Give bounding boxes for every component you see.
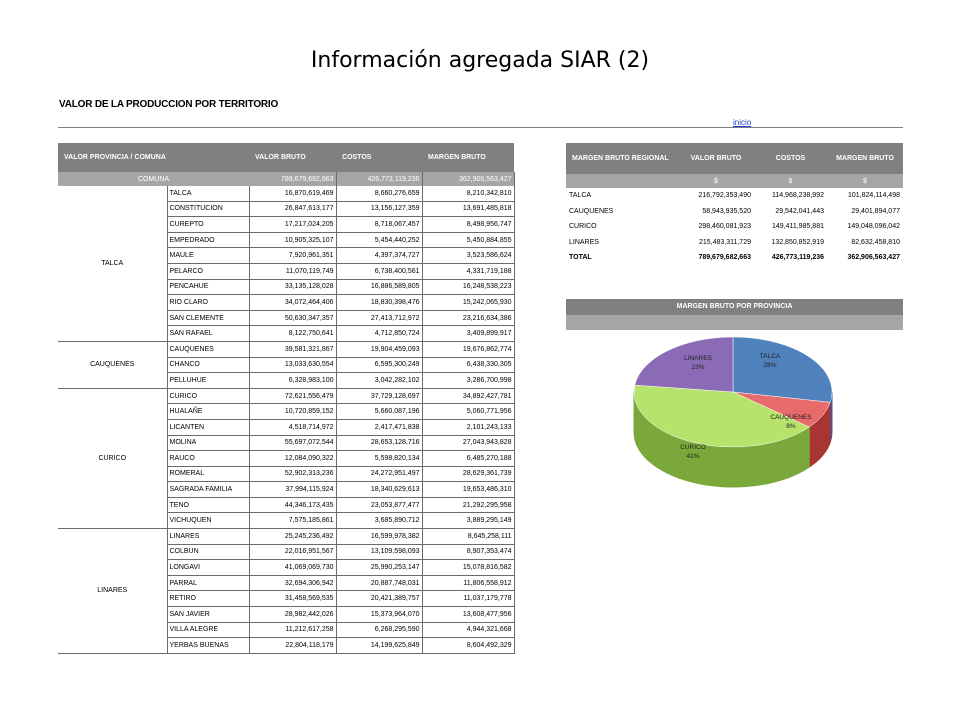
province-label: CURICO xyxy=(58,388,167,528)
comuna-cell: ROMERAL xyxy=(167,466,249,482)
costos-cell: 4,397,374,727 xyxy=(336,248,422,264)
comuna-cell: CUREPTO xyxy=(167,217,249,233)
margen-cell: 4,331,719,188 xyxy=(422,263,514,279)
pie-subheader-bar xyxy=(566,315,903,330)
comuna-cell: EMPEDRADO xyxy=(167,232,249,248)
header-valor-bruto: VALOR BRUTO xyxy=(249,143,336,172)
valor-bruto-cell: 11,212,617,258 xyxy=(249,622,336,638)
margen-cell: 34,892,427,781 xyxy=(422,388,514,404)
costos-cell: 5,660,087,196 xyxy=(336,404,422,420)
valor-bruto-cell: 11,070,119,749 xyxy=(249,263,336,279)
comuna-cell: CHANCO xyxy=(167,357,249,373)
reg-header-margen: MARGEN BRUTO xyxy=(827,143,903,174)
comuna-cell: RETIRO xyxy=(167,591,249,607)
comuna-cell: VICHUQUEN xyxy=(167,513,249,529)
costos-cell: 27,413,712,972 xyxy=(336,310,422,326)
table-row xyxy=(58,529,514,545)
summary-row xyxy=(58,172,514,186)
margen-cell: 15,078,816,582 xyxy=(422,560,514,576)
margen-cell: 19,676,862,774 xyxy=(422,341,514,357)
costos-cell: 6,595,300,249 xyxy=(336,357,422,373)
comuna-cell: LINARES xyxy=(167,529,249,545)
comuna-cell: SAN JAVIER xyxy=(167,607,249,623)
margen-cell: 13,691,485,818 xyxy=(422,201,514,217)
pie-tops xyxy=(634,337,832,447)
table-row xyxy=(566,219,903,235)
margen-cell: 29,401,894,077 xyxy=(851,207,900,215)
comuna-cell: RAUCO xyxy=(167,451,249,467)
valor-bruto-cell: 44,346,173,435 xyxy=(249,497,336,513)
valor-bruto-cell: 7,575,185,861 xyxy=(249,513,336,529)
costos-cell: 5,598,820,134 xyxy=(336,451,422,467)
margen-cell: 8,645,258,111 xyxy=(422,529,514,545)
valor-bruto-cell: 10,905,325,107 xyxy=(249,232,336,248)
costos-cell: 23,053,877,477 xyxy=(336,497,422,513)
valor-bruto-cell: 55,697,072,544 xyxy=(249,435,336,451)
margen-cell: 8,210,342,810 xyxy=(422,186,514,201)
unit-cell: $ xyxy=(678,174,754,188)
comuna-cell: CONSTITUCION xyxy=(167,201,249,217)
valor-bruto-cell: 41,069,069,730 xyxy=(249,560,336,576)
margen-cell: 16,248,538,223 xyxy=(422,279,514,295)
comuna-cell: MOLINA xyxy=(167,435,249,451)
margen-cell: 28,629,361,739 xyxy=(422,466,514,482)
margen-cell: 23,216,634,386 xyxy=(422,310,514,326)
comuna-cell: PENCAHUE xyxy=(167,279,249,295)
margen-cell: 3,889,295,149 xyxy=(422,513,514,529)
margen-cell: 8,604,492,329 xyxy=(422,638,514,654)
costos-cell: 8,718,067,457 xyxy=(336,217,422,233)
costos-cell: 20,887,748,031 xyxy=(336,575,422,591)
costos-cell: 24,272,951,497 xyxy=(336,466,422,482)
margen-cell: 8,498,956,747 xyxy=(422,217,514,233)
summary-label: COMUNA xyxy=(58,172,249,186)
summary-valor-bruto: 789,679,682,663 xyxy=(249,172,336,186)
table-row xyxy=(58,186,514,201)
margen-cell: 149,048,096,042 xyxy=(847,223,900,231)
summary-costos: 426,773,119,236 xyxy=(336,172,422,186)
margen-cell: 21,292,295,958 xyxy=(422,497,514,513)
valor-bruto-cell: 6,328,983,100 xyxy=(249,373,336,389)
reg-header-label: MARGEN BRUTO REGIONAL xyxy=(566,143,678,174)
valor-bruto-cell: 4,518,714,972 xyxy=(249,419,336,435)
province-label: TALCA xyxy=(58,186,167,341)
valor-bruto-cell: 7,920,961,351 xyxy=(249,248,336,264)
comuna-cell: PELARCO xyxy=(167,263,249,279)
sheet-title: VALOR DE LA PRODUCCION POR TERRITORIO xyxy=(59,99,279,110)
costos-cell: 18,830,398,476 xyxy=(336,295,422,311)
costos-cell: 426,773,119,236 xyxy=(771,254,824,262)
costos-cell: 6,738,400,561 xyxy=(336,263,422,279)
comuna-cell: COLBUN xyxy=(167,544,249,560)
inicio-link[interactable]: inicio xyxy=(733,118,752,127)
valor-bruto-cell: 22,804,118,179 xyxy=(249,638,336,654)
margen-cell: 5,450,884,855 xyxy=(422,232,514,248)
margen-pie-chart xyxy=(620,330,840,515)
valor-bruto-cell: 26,847,613,177 xyxy=(249,201,336,217)
valor-bruto-cell: 58,943,935,520 xyxy=(702,207,751,215)
valor-bruto-cell: 33,135,128,028 xyxy=(249,279,336,295)
valor-bruto-cell: 789,679,682,663 xyxy=(698,254,751,262)
costos-cell: 149,411,985,881 xyxy=(771,223,824,231)
costos-cell: 37,729,128,697 xyxy=(336,388,422,404)
comuna-cell: VILLA ALEGRE xyxy=(167,622,249,638)
comuna-cell: PARRAL xyxy=(167,575,249,591)
margen-cell: 6,438,330,305 xyxy=(422,357,514,373)
pie-label-pct: 8% xyxy=(786,423,796,430)
pie-label-name: TALCA xyxy=(759,353,781,360)
margen-cell: 5,060,771,956 xyxy=(422,404,514,420)
costos-cell: 20,421,389,757 xyxy=(336,591,422,607)
comuna-cell: YERBAS BUENAS xyxy=(167,638,249,654)
slide-title: Información agregada SIAR (2) xyxy=(310,48,650,73)
costos-cell: 114,968,238,992 xyxy=(771,192,824,200)
valor-bruto-cell: 72,621,556,479 xyxy=(249,388,336,404)
costos-cell: 16,599,978,382 xyxy=(336,529,422,545)
margen-cell: 13,608,477,956 xyxy=(422,607,514,623)
costos-cell: 29,542,041,443 xyxy=(775,207,824,215)
margen-cell: 6,485,270,188 xyxy=(422,451,514,467)
unit-cell: $ xyxy=(754,174,827,188)
province-label: LINARES xyxy=(58,529,167,654)
unit-cell xyxy=(566,174,678,188)
margen-cell: 11,806,558,912 xyxy=(422,575,514,591)
pie-slice-talca xyxy=(733,337,832,402)
valor-bruto-cell: 32,694,306,942 xyxy=(249,575,336,591)
region-label: TALCA xyxy=(569,192,592,200)
province-label: CAUQUENES xyxy=(58,341,167,388)
comuna-cell: SAGRADA FAMILIA xyxy=(167,482,249,498)
header-valor-provincia: VALOR PROVINCIA / COMUNA xyxy=(58,143,249,172)
pie-label-name: CAUQUENES xyxy=(770,414,812,421)
valor-provincia-table xyxy=(58,143,515,654)
comuna-cell: CAUQUENES xyxy=(167,341,249,357)
margen-cell: 3,409,899,917 xyxy=(422,326,514,342)
valor-bruto-cell: 13,033,630,554 xyxy=(249,357,336,373)
region-label: CURICO xyxy=(569,223,597,231)
costos-cell: 4,712,850,724 xyxy=(336,326,422,342)
margen-cell: 3,523,586,624 xyxy=(422,248,514,264)
pie-label-pct: 28% xyxy=(763,362,777,369)
costos-cell: 6,268,295,590 xyxy=(336,622,422,638)
costos-cell: 132,850,852,919 xyxy=(771,238,824,246)
valor-bruto-cell: 216,792,353,490 xyxy=(698,192,751,200)
valor-bruto-cell: 22,016,951,567 xyxy=(249,544,336,560)
unit-cell: $ xyxy=(827,174,903,188)
margen-regional-table xyxy=(566,143,903,266)
summary-margen: 362,906,563,427 xyxy=(422,172,514,186)
table-row xyxy=(566,188,903,204)
comuna-cell: LICANTEN xyxy=(167,419,249,435)
comuna-cell: RIO CLARO xyxy=(167,295,249,311)
comuna-cell: MAULE xyxy=(167,248,249,264)
reg-header-valor-bruto: VALOR BRUTO xyxy=(678,143,754,174)
costos-cell: 3,685,890,712 xyxy=(336,513,422,529)
valor-bruto-cell: 12,084,090,322 xyxy=(249,451,336,467)
margen-cell: 27,043,943,828 xyxy=(422,435,514,451)
valor-bruto-cell: 10,720,859,152 xyxy=(249,404,336,420)
total-label: TOTAL xyxy=(569,254,592,262)
margen-cell: 2,101,243,133 xyxy=(422,419,514,435)
costos-cell: 13,109,598,093 xyxy=(336,544,422,560)
margen-cell: 3,286,700,998 xyxy=(422,373,514,389)
pie-title: MARGEN BRUTO POR PROVINCIA xyxy=(566,299,903,315)
margen-cell: 101,824,114,498 xyxy=(847,192,900,200)
region-label: CAUQUENES xyxy=(569,207,614,215)
costos-cell: 15,373,964,070 xyxy=(336,607,422,623)
costos-cell: 8,660,276,659 xyxy=(336,186,422,201)
valor-bruto-cell: 215,483,311,729 xyxy=(698,238,751,246)
costos-cell: 3,042,282,102 xyxy=(336,373,422,389)
total-row xyxy=(566,250,903,266)
valor-bruto-cell: 39,581,321,867 xyxy=(249,341,336,357)
comuna-cell: CURICO xyxy=(167,388,249,404)
margen-cell: 15,242,065,930 xyxy=(422,295,514,311)
valor-bruto-cell: 28,982,442,026 xyxy=(249,607,336,623)
valor-bruto-cell: 37,994,115,924 xyxy=(249,482,336,498)
valor-bruto-cell: 34,072,464,406 xyxy=(249,295,336,311)
table-row xyxy=(58,341,514,357)
pie-label-name: CURICO xyxy=(680,444,706,451)
region-label: LINARES xyxy=(569,238,599,246)
table-row xyxy=(58,388,514,404)
pie-label-pct: 41% xyxy=(686,453,700,460)
costos-cell: 25,990,253,147 xyxy=(336,560,422,576)
header-costos: COSTOS xyxy=(336,143,422,172)
costos-cell: 28,653,128,716 xyxy=(336,435,422,451)
comuna-cell: PELLUHUE xyxy=(167,373,249,389)
margen-cell: 11,037,179,778 xyxy=(422,591,514,607)
margen-cell: 4,944,321,668 xyxy=(422,622,514,638)
costos-cell: 18,340,629,613 xyxy=(336,482,422,498)
costos-cell: 5,454,440,252 xyxy=(336,232,422,248)
margen-cell: 19,653,486,310 xyxy=(422,482,514,498)
valor-bruto-cell: 52,902,313,236 xyxy=(249,466,336,482)
comuna-cell: TENO xyxy=(167,497,249,513)
pie-label-pct: 23% xyxy=(691,364,705,371)
units-row xyxy=(566,174,903,188)
comuna-cell: LONGAVI xyxy=(167,560,249,576)
comuna-cell: SAN CLEMENTE xyxy=(167,310,249,326)
valor-bruto-cell: 31,458,569,535 xyxy=(249,591,336,607)
valor-bruto-cell: 25,245,236,492 xyxy=(249,529,336,545)
pie-label-name: LINARES xyxy=(684,355,712,362)
table-row xyxy=(566,204,903,220)
reg-header-costos: COSTOS xyxy=(754,143,827,174)
comuna-cell: SAN RAFAEL xyxy=(167,326,249,342)
valor-bruto-cell: 298,460,081,923 xyxy=(698,223,751,231)
margen-cell: 82,632,458,810 xyxy=(851,238,900,246)
margen-cell: 362,906,563,427 xyxy=(847,254,900,262)
pie-slice-linares xyxy=(635,337,733,392)
costos-cell: 19,904,459,093 xyxy=(336,341,422,357)
comuna-cell: TALCA xyxy=(167,186,249,201)
costos-cell: 14,199,625,849 xyxy=(336,638,422,654)
costos-cell: 13,156,127,359 xyxy=(336,201,422,217)
valor-bruto-cell: 16,870,619,469 xyxy=(249,186,336,201)
table-row xyxy=(566,235,903,251)
header-margen-bruto: MARGEN BRUTO xyxy=(422,143,514,172)
comuna-cell: HUALAÑE xyxy=(167,404,249,420)
valor-bruto-cell: 8,122,750,641 xyxy=(249,326,336,342)
divider xyxy=(58,127,903,128)
margen-cell: 8,907,353,474 xyxy=(422,544,514,560)
costos-cell: 2,417,471,838 xyxy=(336,419,422,435)
valor-bruto-cell: 50,630,347,357 xyxy=(249,310,336,326)
costos-cell: 16,886,589,805 xyxy=(336,279,422,295)
valor-bruto-cell: 17,217,024,205 xyxy=(249,217,336,233)
